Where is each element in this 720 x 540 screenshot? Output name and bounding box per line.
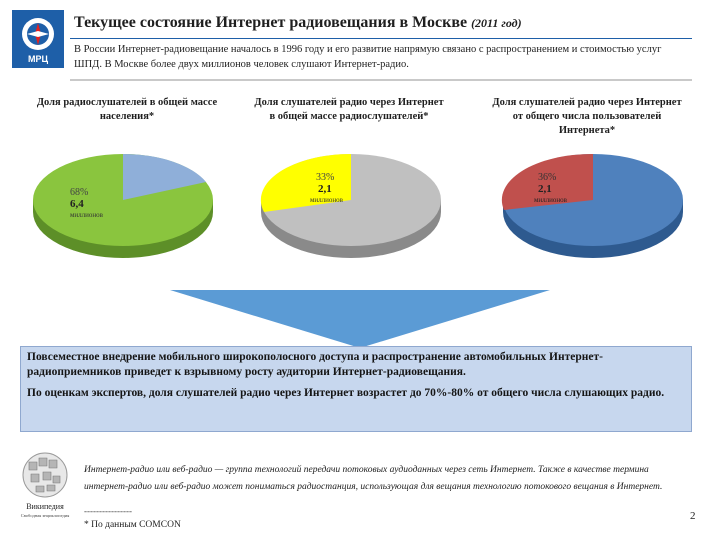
forecast-para2: По оценкам экспертов, доля слушателей радио через Интернет возрастет до 70%-80% от общего числа слушающих радио.	[27, 387, 665, 399]
pie2-chart	[256, 150, 446, 270]
logo-text: МРЦ	[27, 54, 49, 64]
forecast-box	[20, 346, 692, 432]
mrc-logo	[12, 10, 64, 68]
title-rule	[70, 38, 692, 39]
pie3-caption: Доля слушателей радио через Интернет от общего числа пользователей Интернета*	[492, 97, 682, 136]
down-arrow-icon	[170, 290, 550, 350]
pie2-caption: Доля слушателей радио через Интернет в общей массе радиослушателей*	[254, 97, 444, 122]
forecast-para1: Повсеместное внедрение мобильного широкополосного доступа и распространение автомобильных Интернет- радиоприемников приведет к взрывному росту аудитории Интернет-радиовещания.	[27, 351, 603, 378]
pie3-chart	[498, 150, 688, 270]
wiki-label: Википедия	[26, 502, 64, 511]
page-number: 2	[690, 510, 696, 522]
wikipedia-logo	[14, 450, 76, 520]
pie1-chart	[28, 150, 218, 270]
pie1-caption: Доля радиослушателей в общей массе населения*	[36, 97, 218, 122]
pie2-percent: 33%	[316, 172, 335, 183]
wiki-definition: Интернет-радио или веб-радио — группа технологий передачи потоковых аудиоданных через сеть Интернет. Также в качестве термина интернет-радио или веб-радио может пониматься радиостанция, использующая для вещания технологию потокового вещания в Интернет.	[84, 465, 663, 492]
footnote-separator: ----------------	[84, 506, 132, 516]
pie2-unit: миллионов	[310, 196, 343, 204]
title-text: Текущее состояние Интернет радиовещания в Москве	[74, 14, 468, 31]
pie1-percent: 68%	[70, 187, 89, 198]
pie3-unit: миллионов	[534, 196, 567, 204]
page-title	[74, 14, 522, 32]
title-year: (2011 год)	[471, 16, 522, 30]
pie3-value: 2,1	[538, 183, 552, 195]
pie2-value: 2,1	[318, 183, 332, 195]
pie1-value: 6,4	[70, 198, 84, 210]
source-footnote: * По данным COMCON	[84, 520, 181, 530]
intro-text: В России Интернет-радиовещание началось в 1996 году и его развитие напрямую связано с распространением и стоимостью услуг ШПД. В Москве более двух миллионов человек слушают Интернет-радио.	[74, 44, 662, 70]
pie3-percent: 36%	[538, 172, 557, 183]
header-divider	[70, 79, 692, 81]
wiki-sub: Свободная энциклопедия	[20, 513, 70, 518]
pie1-unit: миллионов	[70, 211, 103, 219]
